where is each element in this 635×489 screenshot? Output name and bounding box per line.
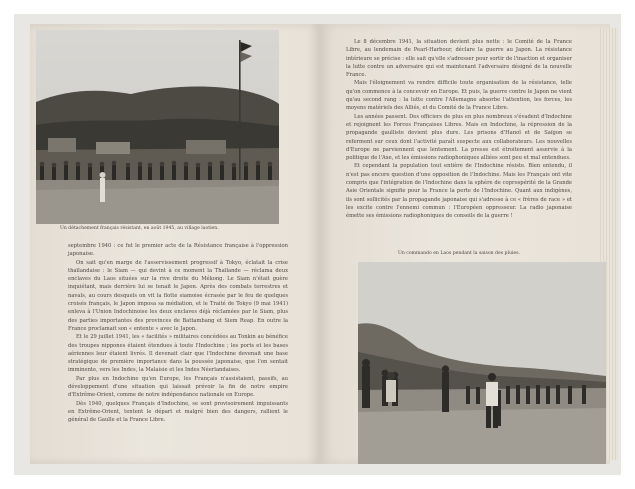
right-paragraph: Mais l'éloignement va rendre difficile toute organisation de la résistance, telle qu'on commence à la concevoir en Europe. Et puis, la guerre contre le Japon ne vient qu'au second rang : la lutte contre l'Allemagne absorbe l'attention, les forces, les moyens matériels des Alliés, et du Comité de la France Libre. xyxy=(346,80,572,112)
left-paragraph: Dès 1940, quelques Français d'Indochine, se sont provisoirement impuissants en Extrême-Orient, tentent le départ et malgré bien des dangers, rallient le général de Gaulle et la France Libre. xyxy=(68,400,288,424)
right-paragraph: Les années passent. Des officiers de plus en plus nombreux s'évadent d'Indochine et rejoignent les Forces Françaises Libres. Mais en Indochine, la répression de la propagande gaulliste devient plus dure. Les prisons d'Hanoï et de Saïgon se referment sur ceux dont l'activité paraît suspecte aux collaborateurs. Les nouvelles d'Europe ne parviennent que lentement. La presse est étroitement asservie à la politique de l'Axe, et les émissions radiophoniques alliées sont peu et mal entendues. xyxy=(346,113,572,162)
left-text-column xyxy=(68,242,288,425)
right-paragraph: Le 8 décembre 1941, la situation devient plus nette : le Comité de la France Libre, au lendemain de Pearl-Harbour, déclare la guerre au Japon. La résistance intérieure se précise : elle sait qu'elle s'adresser pour sortir de l'inaction et organiser la lutte contre un adversaire qui est maintenant l'adversaire désigné de la nouvelle France. xyxy=(346,39,572,79)
right-photo-commando xyxy=(358,262,606,464)
left-paragraph: On sait qu'en marge de l'asservissement progressif à Tokyo, éclatait la crise thaïlandaise : le Siam — qui devint à ce moment la Thaïlande — réclama deux enclaves du Laos situées sur la rive droite du Mékong. Le Siam n'était guère inquiétant, mais derrière lui se tenait le Japon. Après des combats terrestres et navals, au cours desquels on vit la flotte siamoise écrasée par le feu de quelques croisés français, le Japon imposa sa médiation, et le Traité de Tokyo (9 mai 1941) enleva à l'Union Indochinoise les deux enclaves déjà réclamées par le Siam, plus des parties importantes des provinces de Battambang et Siem Reap. En outre la France proclamait son « entente » avec le Japon. xyxy=(68,259,288,332)
left-paragraph: septembre 1940 : ce fut le premier acte de la Résistance française à l'oppression japonaise. xyxy=(68,243,288,258)
right-photo-caption: Un commando en Laos pendant la saison des pluies. xyxy=(398,251,520,256)
left-paragraph: Et le 29 juillet 1941, les « facilités » militaires concédées au Tonkin au bénéfice des troupes nippones étaient étendues à toute l'Indochine ; les ports et les bases aériennes leur étaient livrés. Il devenait clair que l'Indochine devenait une base stratégique de première importance dans la poussée japonaise, que l'on sentait imminente, vers les Indes, la Malaisie et les Indes Néerlandaises. xyxy=(68,334,288,374)
right-text-column xyxy=(346,38,572,221)
right-paragraph: Et cependant la population tout entière de l'Indochine résiste. Bien entendu, il n'est pas encore question d'une opposition de l'Indochine. Mais les Français ont vite compris que l'intégration de l'Indochine dans la sphère de coprospérité de la Grande Asie Orientale signifie pour la France la perte de l'Indochine. Quant aux indigènes, ils sont sollicités par la propagande japonaise qui s'adresse à ce « frères de race » et les excite contre l'ennemi commun : l'Européen oppresseur. La radio japonaise émette ses émissions radiophoniques de conseils de la guerre ! xyxy=(346,163,572,220)
left-photo-caption: Un détachement français résistant, en août 1945, au village laotien. xyxy=(60,226,219,231)
left-photo-village-troops xyxy=(36,30,279,224)
left-paragraph: Par plus en Indochine qu'en Europe, les Français n'assistaient, passifs, au développement d'une situation qui laissait prévoir la fin de notre empire d'Extrême-Orient, comme de notre indépendance nationale en Europe. xyxy=(68,375,288,399)
